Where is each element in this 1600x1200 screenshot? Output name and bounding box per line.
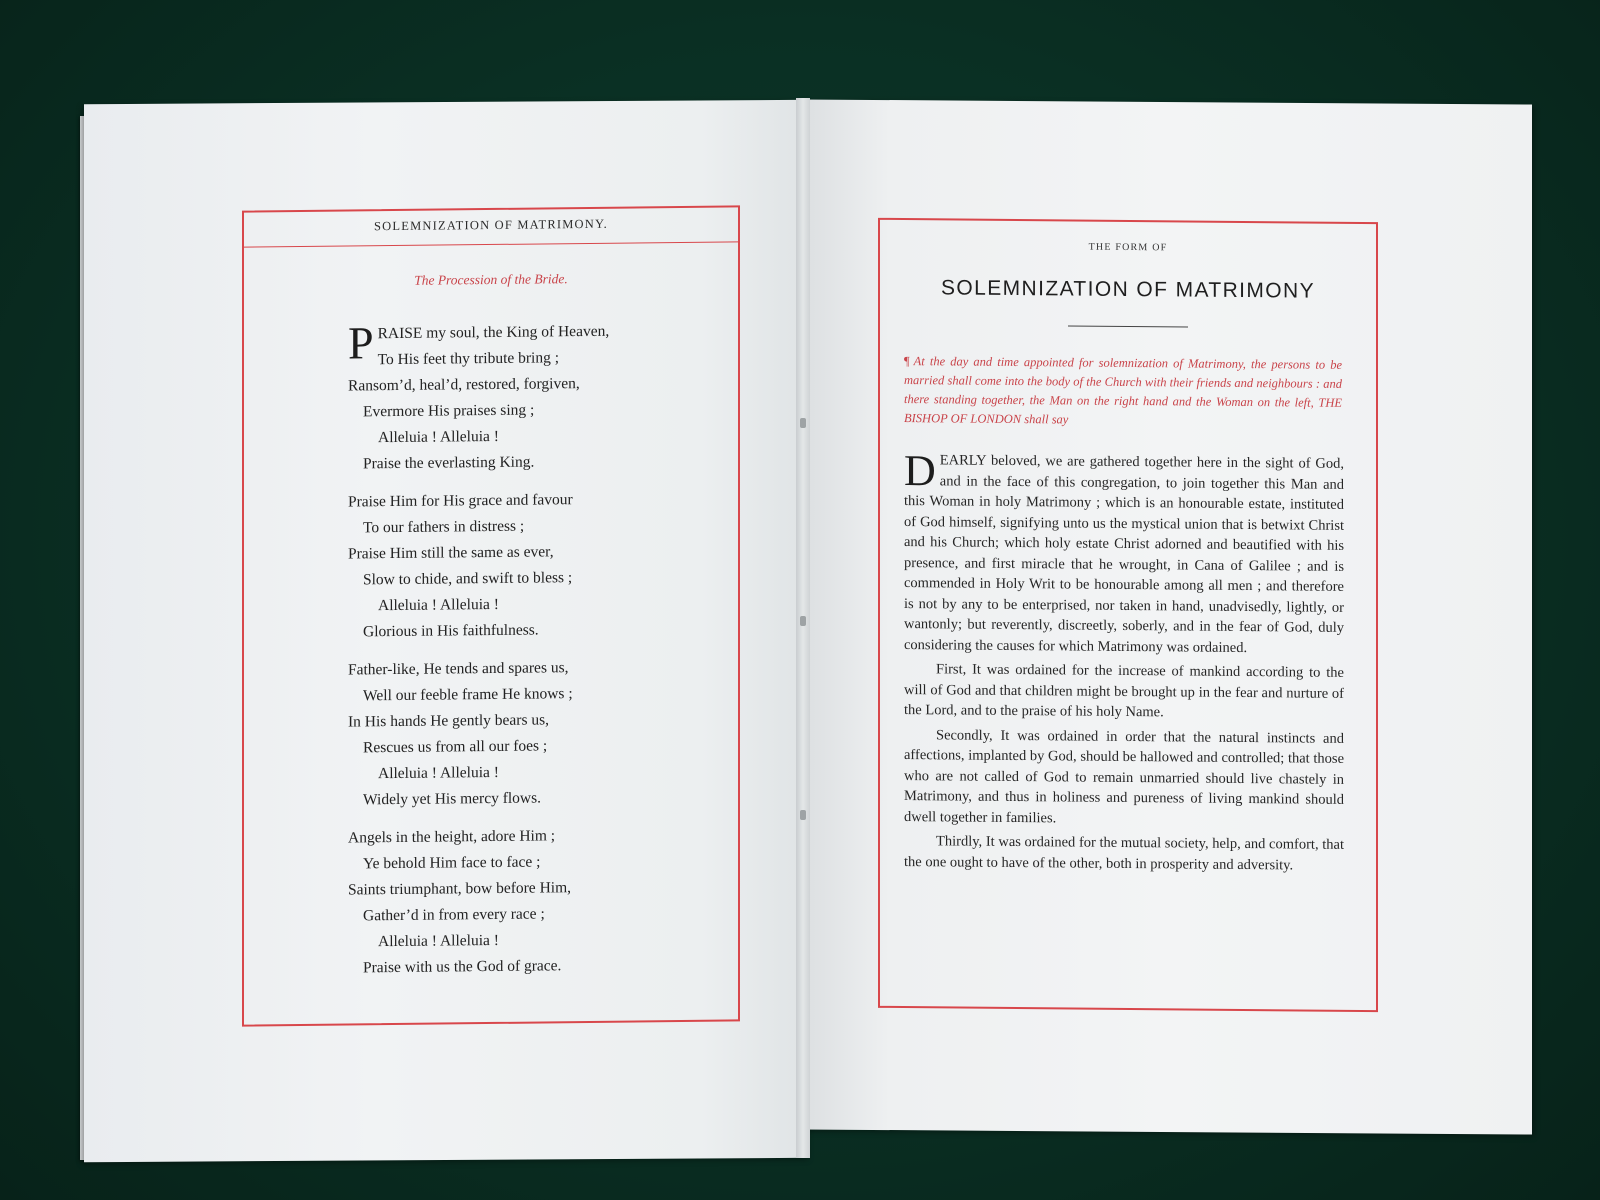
- hymn-line: Alleluia ! Alleluia !: [378, 595, 499, 615]
- hymn-line: Praise the everlasting King.: [363, 453, 535, 473]
- hymn-line: Ye behold Him face to face ;: [363, 853, 541, 873]
- exhortation: [904, 446, 1344, 880]
- binding-stitch: [800, 810, 806, 820]
- paragraph: First, It was ordained for the increase of mankind according to the will of God and that children might be brought up in the fear and nurture of the Lord, and to the praise of his holy Name.: [904, 661, 1344, 721]
- hymn-line: To our fathers in distress ;: [363, 517, 525, 537]
- hymn-line: Alleluia ! Alleluia !: [378, 427, 499, 447]
- page-title: SOLEMNIZATION OF MATRIMONY: [941, 276, 1315, 303]
- drop-cap: D: [904, 446, 936, 496]
- hymn-line: RAISE my soul, the King of Heaven,: [377, 322, 610, 343]
- pilcrow-mark: ¶: [904, 354, 910, 369]
- paragraph: Secondly, It was ordained in order that the natural instincts and affections, implanted by God, should be hallowed and controlled; that those who are not called of God to remain unmarried should live chastely in Matrimony, and thus in holiness and pureness of living mankind should dwell together in families.: [904, 726, 1344, 826]
- hymn-line: To His feet thy tribute bring ;: [377, 349, 560, 369]
- hymn-verse: [348, 485, 738, 645]
- hymn-verse: [348, 317, 738, 477]
- hymn-line: Widely yet His mercy flows.: [363, 789, 542, 809]
- hymn-line: Slow to chide, and swift to bless ;: [363, 569, 573, 589]
- drop-cap: P: [348, 317, 374, 369]
- binding-stitch: [800, 418, 806, 428]
- hymn-verse: [348, 821, 738, 981]
- paragraph-text: EARLY beloved, we are gathered together here in the sight of God, and in the face of this congregation, to join together this Man and this Woman in holy Matrimony ; which is an honourable estate, instituted of God himself, signifying unto us the mystical union that is betwixt Christ and his Church; which holy estate Christ adorned and beautified with his presence, and first miracle that he wrought, in Cana of Galilee ; and is commended in Holy Writ to be honourable among all men ; and therefore is not by any to be enterprised, nor taken in hand, unadvisedly, lightly, or wantonly; but reverently, discreetly, soberly, and in the fear of God, duly considering the causes for which Matrimony was ordained.: [904, 452, 1344, 656]
- hymn-line: Rescues us from all our foes ;: [363, 737, 548, 757]
- hymn-line: Father-like, He tends and spares us,: [348, 659, 569, 679]
- left-red-border-frame: [242, 205, 740, 1026]
- hymn-text: [348, 317, 738, 993]
- hymn-line: Praise with us the God of grace.: [363, 957, 562, 977]
- hymn-line: Well our feeble frame He knows ;: [363, 685, 573, 705]
- hymn-line: Evermore His praises sing ;: [363, 401, 535, 421]
- hymn-line: Saints triumphant, bow before Him,: [348, 879, 571, 899]
- hymn-line: Ransom’d, heal’d, restored, forgiven,: [348, 375, 580, 395]
- right-red-border-frame: [878, 218, 1378, 1012]
- rubric-text: At the day and time appointed for solemnization of Matrimony, the persons to be married shall come into the body of the Church with their friends and neighbours : and there standing together, the Man on the right hand and the Woman on the left, THE BISHOP OF LONDON shall say: [904, 354, 1342, 427]
- binding-stitch: [800, 616, 806, 626]
- form-of-label: THE FORM OF: [1088, 241, 1168, 254]
- hymn-line: Praise Him still the same as ever,: [348, 543, 554, 563]
- running-head: SOLEMNIZATION OF MATRIMONY.: [374, 216, 608, 234]
- hymn-line: Alleluia ! Alleluia !: [378, 763, 499, 783]
- head-rule: [244, 241, 738, 247]
- hymn-line: Alleluia ! Alleluia !: [378, 931, 499, 951]
- hymn-line: Glorious in His faithfulness.: [363, 621, 539, 641]
- hymn-line: Gather’d in from every race ;: [363, 905, 545, 925]
- hymn-line: Angels in the height, adore Him ;: [348, 827, 556, 847]
- hymn-line: Praise Him for His grace and favour: [348, 491, 573, 511]
- title-rule: [1068, 325, 1188, 327]
- hymn-line: In His hands He gently bears us,: [348, 711, 550, 731]
- rubric: [904, 352, 1342, 432]
- hymn-verse: [348, 653, 738, 813]
- paragraph: [904, 446, 1344, 659]
- hymn-title: The Procession of the Bride.: [414, 271, 568, 288]
- paragraph: Thirdly, It was ordained for the mutual society, help, and comfort, that the one ought to have of the other, both in prosperity and adversity.: [904, 833, 1344, 873]
- booklet-spine: [796, 98, 810, 1158]
